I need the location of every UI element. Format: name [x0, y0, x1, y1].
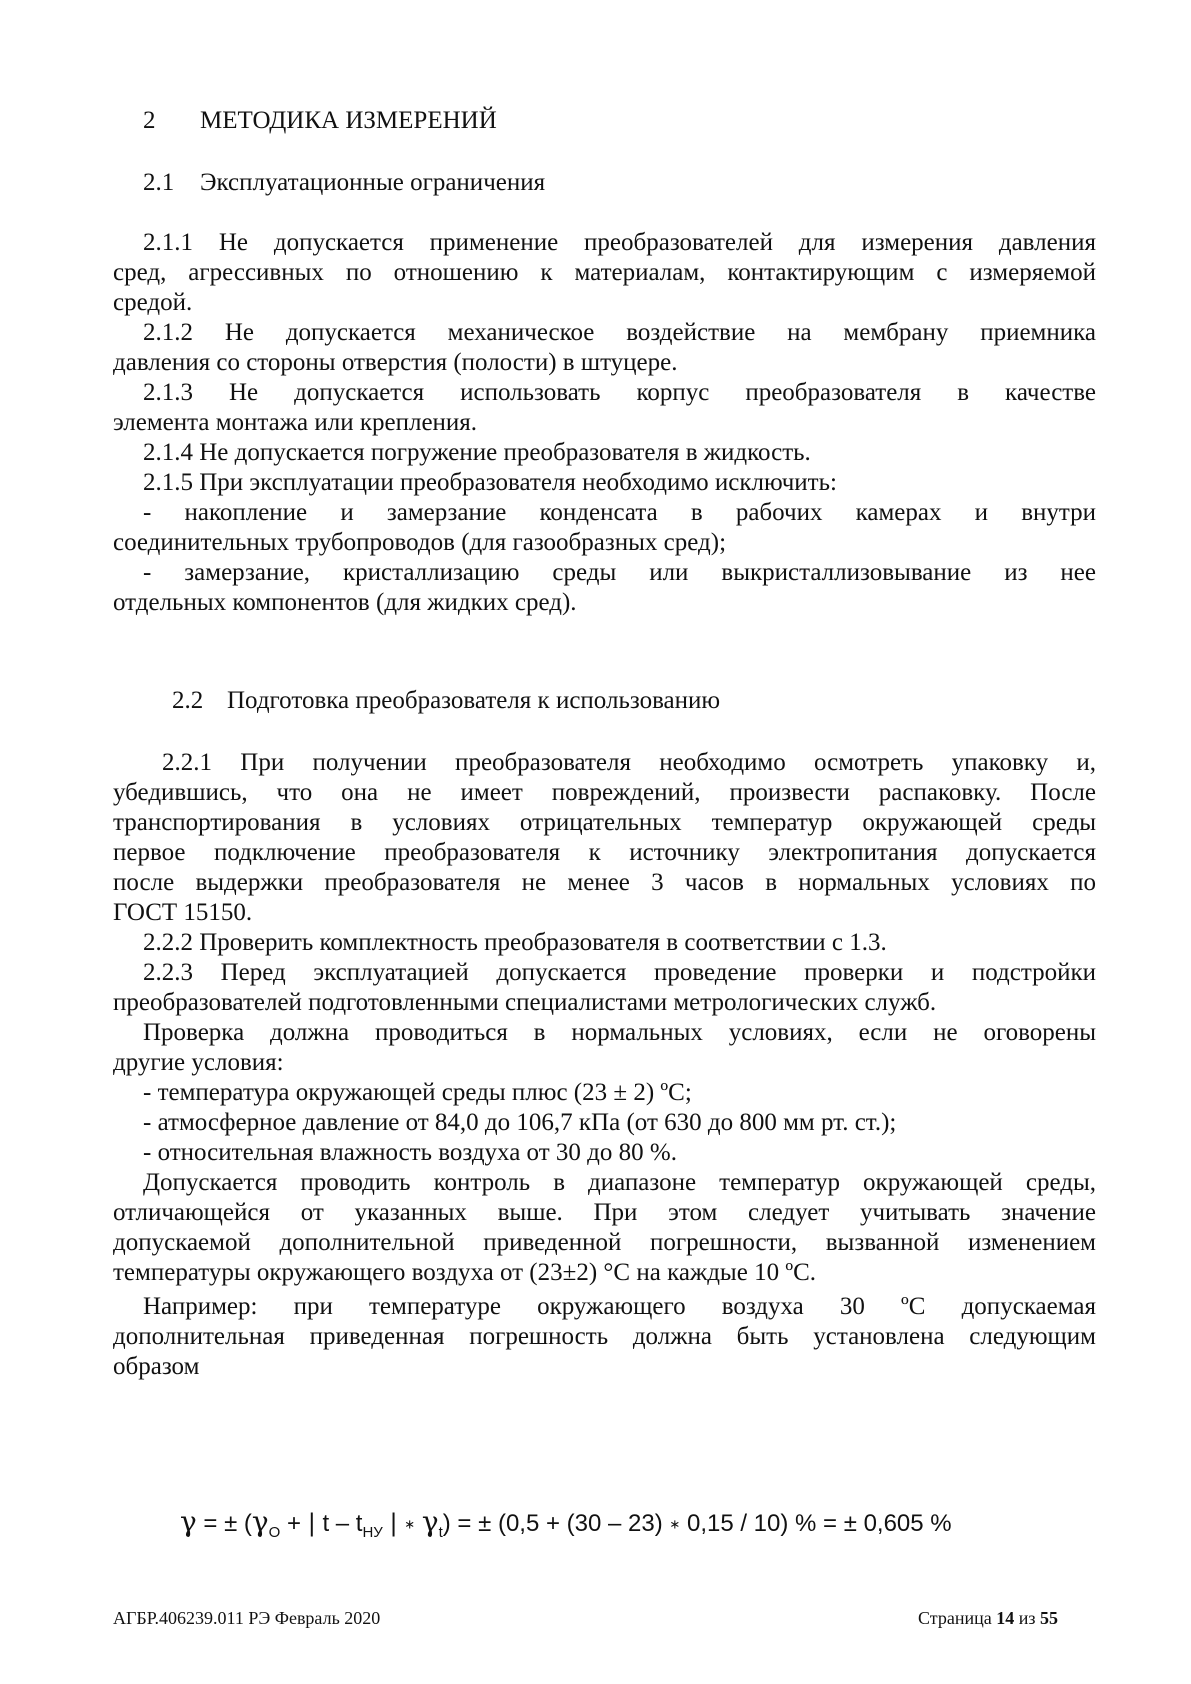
formula-part: = ± (: [196, 1510, 252, 1537]
paragraph-line: средой.: [113, 289, 193, 316]
error-formula: [180, 1506, 952, 1549]
subsection-number: 2.2: [172, 687, 204, 714]
section-number: 2: [143, 107, 156, 134]
paragraph-line: преобразователей подготовленными специалистами метрологических служб.: [113, 989, 937, 1016]
page-number: [918, 1607, 1058, 1629]
subsection-title: Эксплуатационные ограничения: [200, 169, 546, 196]
paragraph-line: Проверка должна проводиться в нормальных условиях, если не оговорены: [143, 1019, 1096, 1046]
subsection-number: 2.1: [143, 169, 175, 196]
page-prefix: Страница: [918, 1608, 997, 1628]
formula-part: +: [280, 1510, 308, 1537]
list-item-line: - накопление и замерзание конденсата в рабочих камерах и внутри: [143, 499, 1096, 526]
formula-subscript: НУ: [362, 1523, 383, 1541]
formula-abs-bar: |: [389, 1509, 398, 1537]
paragraph-line: другие условия:: [113, 1049, 284, 1076]
paragraph-line: элемента монтажа или крепления.: [113, 409, 478, 436]
formula-gamma: γ: [180, 1505, 197, 1538]
paragraph-line: убедившись, что она не имеет повреждений, произвести распаковку. После: [113, 779, 1096, 806]
paragraph-line: образом: [113, 1353, 200, 1380]
list-item: - относительная влажность воздуха от 30 до 80 %.: [143, 1139, 677, 1166]
list-item-line: отдельных компонентов (для жидких сред).: [113, 589, 577, 616]
paragraph-line: сред, агрессивных по отношению к материалам, контактирующим с измеряемой: [113, 259, 1096, 286]
paragraph-line: температуры окружающего воздуха от (23±2) °С на каждые 10 ºС.: [113, 1259, 817, 1286]
paragraph-line: 2.1.3 Не допускается использовать корпус преобразователя в качестве: [143, 379, 1096, 406]
list-item: - температура окружающей среды плюс (23 ± 2) ºС;: [143, 1079, 692, 1106]
formula-subscript: t: [438, 1523, 443, 1541]
formula-part: 0,15 / 10) % = ± 0,605 %: [680, 1510, 952, 1537]
list-item-line: соединительных трубопроводов (для газообразных сред);: [113, 529, 727, 556]
paragraph-line: Допускается проводить контроль в диапазоне температур окружающей среды,: [143, 1169, 1096, 1196]
formula-gamma: γ: [251, 1505, 269, 1538]
list-item-line: - замерзание, кристаллизацию среды или выкристаллизовывание из нее: [143, 559, 1096, 586]
document-code: АГБР.406239.011 РЭ Февраль 2020: [113, 1608, 381, 1628]
paragraph-line: ГОСТ 15150.: [113, 899, 253, 926]
paragraph-line: 2.1.1 Не допускается применение преобразователей для измерения давления: [143, 229, 1096, 256]
paragraph-line: 2.2.3 Перед эксплуатацией допускается проведение проверки и подстройки: [143, 959, 1096, 986]
formula-multiply: ∗: [404, 1516, 416, 1532]
page-current: 14: [996, 1608, 1015, 1628]
paragraph-line: 2.2.1 При получении преобразователя необходимо осмотреть упаковку и,: [162, 749, 1096, 776]
paragraph-line: давления со стороны отверстия (полости) в штуцере.: [113, 349, 678, 376]
page-of: из: [1014, 1608, 1040, 1628]
section-title: МЕТОДИКА ИЗМЕРЕНИЙ: [200, 107, 497, 134]
paragraph-line: 2.1.4 Не допускается погружение преобразователя в жидкость.: [143, 439, 811, 466]
paragraph-line: после выдержки преобразователя не менее 3 часов в нормальных условиях по: [113, 869, 1096, 896]
formula-part: t – t: [315, 1510, 363, 1537]
formula-gamma: γ: [421, 1505, 439, 1538]
formula-part: ) = ± (0,5 + (30 – 23): [442, 1510, 670, 1537]
paragraph-line: Например: при температуре окружающего воздуха 30 ºС допускаемая: [143, 1293, 1096, 1320]
paragraph-line: первое подключение преобразователя к источнику электропитания допускается: [113, 839, 1096, 866]
paragraph-line: 2.2.2 Проверить комплектность преобразователя в соответствии с 1.3.: [143, 929, 887, 956]
formula-multiply: ∗: [669, 1516, 681, 1532]
formula-abs-bar: |: [307, 1509, 316, 1537]
formula-subscript: O: [268, 1523, 281, 1541]
paragraph-line: отличающейся от указанных выше. При этом следует учитывать значение: [113, 1199, 1096, 1226]
paragraph-line: 2.1.5 При эксплуатации преобразователя необходимо исключить:: [143, 469, 837, 496]
paragraph-line: 2.1.2 Не допускается механическое воздействие на мембрану приемника: [143, 319, 1096, 346]
paragraph-line: допускаемой дополнительной приведенной погрешности, вызванной изменением: [113, 1229, 1096, 1256]
subsection-title: Подготовка преобразователя к использованию: [227, 687, 721, 714]
paragraph-line: дополнительная приведенная погрешность должна быть установлена следующим: [113, 1323, 1096, 1350]
paragraph-line: транспортирования в условиях отрицательных температур окружающей среды: [113, 809, 1096, 836]
list-item: - атмосферное давление от 84,0 до 106,7 кПа (от 630 до 800 мм рт. ст.);: [143, 1109, 897, 1136]
page-total: 55: [1039, 1608, 1058, 1628]
